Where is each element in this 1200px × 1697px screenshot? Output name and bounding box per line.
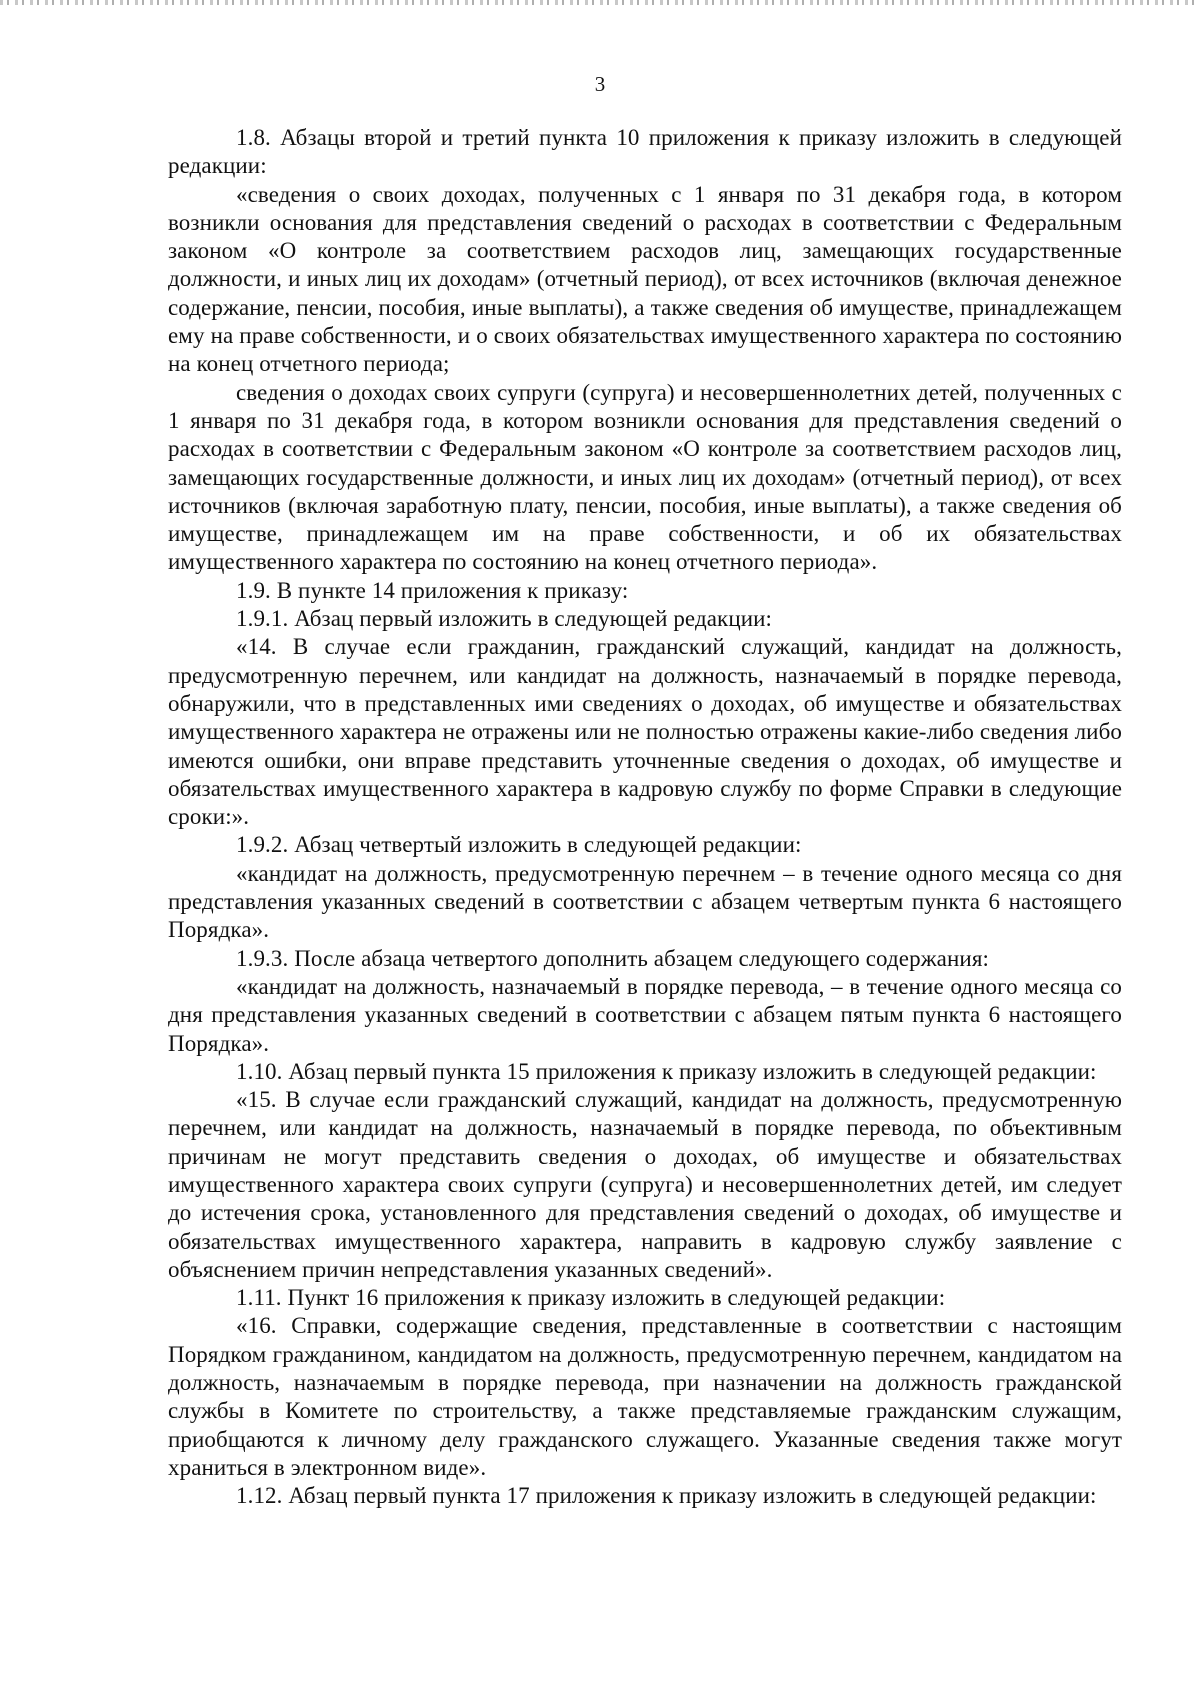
scan-header-strip <box>0 0 1200 5</box>
paragraph-1-8: 1.8. Абзацы второй и третий пункта 10 приложения к приказу изложить в следующей редакции: <box>168 125 1122 179</box>
paragraph-1-9-1: 1.9.1. Абзац первый изложить в следующей редакции: <box>236 606 773 632</box>
paragraph-1-9-2: 1.9.2. Абзац четвертый изложить в следующей редакции: <box>236 832 802 858</box>
paragraph-quote-income: «сведения о своих доходах, полученных с 1 января по 31 декабря года, в котором возникли основания для представления сведений о расходах в соответствии с Федеральным законом «О контроле за соответствием расходов лиц, замещающих государственные должности, и иных лиц их доходам» (отчетный период), от всех источников (включая денежное содержание, пенсии, пособия, иные выплаты), а также сведения об имуществе, принадлежащем ему на праве собственности, и о своих обязательствах имущественного характера по состоянию на конец отчетного периода; <box>168 181 1122 377</box>
paragraph-quote-candidate-transfer: «кандидат на должность, назначаемый в порядке перевода, – в течение одного месяца со дня представления указанных сведений в соответствии с абзацем пятым пункта 6 настоящего Порядка». <box>168 973 1122 1056</box>
paragraph-1-12: 1.12. Абзац первый пункта 17 приложения к приказу изложить в следующей редакции: <box>236 1483 1097 1509</box>
paragraph-quote-candidate-list: «кандидат на должность, предусмотренную перечнем – в течение одного месяца со дня представления указанных сведений в соответствии с абзацем четвертым пункта 6 настоящего Порядка». <box>168 860 1122 943</box>
document-body <box>168 124 1122 1511</box>
paragraph-quote-14: «14. В случае если гражданин, гражданский служащий, кандидат на должность, предусмотренную перечнем, или кандидат на должность, назначаемый в порядке перевода, обнаружили, что в представленных ими сведениях о доходах, об имуществе и обязательствах имущественного характера не отражены или не полностью отражены какие-либо сведения либо имеются ошибки, они вправе представить уточненные сведения о доходах, об имуществе и обязательствах имущественного характера в кадровую службу по форме Справки в следующие сроки:». <box>168 634 1122 830</box>
page-number: 3 <box>594 72 606 96</box>
paragraph-spouse-income: сведения о доходах своих супруги (супруга) и несовершеннолетних детей, полученных с 1 января по 31 декабря года, в котором возникли основания для представления сведений о расходах в соответствии с Федеральным законом «О контроле за соответствием расходов лиц, замещающих государственные должности, и иных лиц их доходам» (отчетный период), от всех источников (включая заработную плату, пенсии, пособия, иные выплаты), а также сведения об имуществе, принадлежащем им на праве собственности, и об их обязательствах имущественного характера по состоянию на конец отчетного периода». <box>168 379 1122 575</box>
paragraph-1-9-3: 1.9.3. После абзаца четвертого дополнить абзацем следующего содержания: <box>236 945 989 971</box>
paragraph-quote-16: «16. Справки, содержащие сведения, представленные в соответствии с настоящим Порядком гражданином, кандидатом на должность, предусмотренную перечнем, кандидатом на должность, назначаемым в порядке перевода, при назначении на должность гражданской службы в Комитете по строительству, а также представляемые гражданским служащим, приобщаются к личному делу гражданского служащего. Указанные сведения также могут храниться в электронном виде». <box>168 1313 1122 1480</box>
paragraph-1-11: 1.11. Пункт 16 приложения к приказу изложить в следующей редакции: <box>236 1285 946 1311</box>
paragraph-1-10: 1.10. Абзац первый пункта 15 приложения к приказу изложить в следующей редакции: <box>236 1058 1097 1084</box>
paragraph-1-9: 1.9. В пункте 14 приложения к приказу: <box>236 577 629 603</box>
paragraph-quote-15: «15. В случае если гражданский служащий, кандидат на должность, предусмотренную перечнем, или кандидат на должность, назначаемый в порядке перевода, по объективным причинам не могут представить сведения о доходах, об имуществе и обязательствах имущественного характера своих супруги (супруга) и несовершеннолетних детей, им следует до истечения срока, установленного для представления сведений о доходах, об имуществе и обязательствах имущественного характера, направить в кадровую службу заявление с объяснением причин непредставления указанных сведений». <box>168 1087 1122 1282</box>
